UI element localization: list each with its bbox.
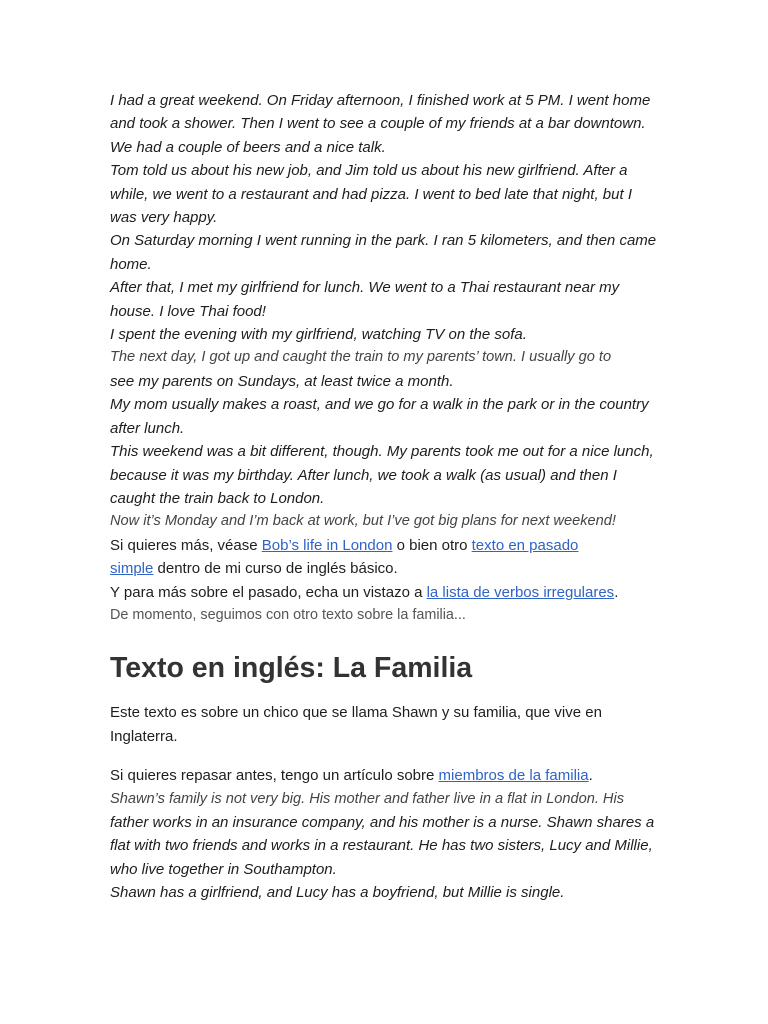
section-intro: Este texto es sobre un chico que se llama Shawn y su familia, que vive en Inglaterra.: [110, 704, 602, 745]
story-paragraph-7b: see my parents on Sundays, at least twice a month.: [110, 372, 454, 390]
review-post: .: [588, 767, 593, 785]
review-pre: Si quieres repasar antes, tengo un artículo sobre: [110, 767, 439, 785]
family-paragraph-1a: Shawn’s family is not very big. His mother and father live in a flat in London. His: [110, 790, 625, 807]
story-paragraph-2: We had a couple of beers and a nice talk.: [110, 138, 386, 156]
story-paragraph-7a: The next day, I got up and caught the train to my parents’ town. I usually go to: [110, 349, 612, 366]
more-line-1: [110, 534, 660, 581]
section-heading: Texto en inglés: La Familia: [110, 652, 473, 685]
miembros-familia-link[interactable]: miembros de la familia: [438, 767, 589, 785]
more-line-1-mid: o bien otro: [392, 536, 472, 554]
story-paragraph-1: I had a great weekend. On Friday afternoon, I finished work at 5 PM. I went home and took a shower. Then I went to see a couple of my friends at a bar downtown.: [110, 92, 651, 133]
story-paragraph-10: Now it’s Monday and I’m back at work, but I’ve got big plans for next weekend!: [110, 513, 616, 530]
story-paragraph-9: This weekend was a bit different, though. My parents took me out for a nice lunch, because it was my birthday. After lunch, we took a walk (as usual) and then I caught the train back to London.: [110, 443, 654, 507]
paragraph-gap: [110, 748, 660, 764]
story-paragraph-8: My mom usually makes a roast, and we go for a walk in the park or in the country after lunch.: [110, 396, 649, 437]
review-line: [110, 764, 660, 787]
more-line-1-post: dentro de mi curso de inglés básico.: [153, 560, 398, 578]
verbos-irregulares-link[interactable]: la lista de verbos irregulares: [426, 583, 615, 601]
story-paragraph-3: Tom told us about his new job, and Jim told us about his new girlfriend. After a while, we went to a restaurant and had pizza. I went to bed late that night, but I was very happy.: [110, 162, 632, 227]
document-content: [110, 89, 660, 905]
story-paragraph-4: On Saturday morning I went running in the park. I ran 5 kilometers, and then came home.: [110, 232, 657, 273]
bobs-life-link[interactable]: Bob’s life in London: [261, 536, 393, 554]
family-paragraph-2: Shawn has a girlfriend, and Lucy has a boyfriend, but Millie is single.: [110, 884, 565, 902]
more-line-1-pre: Si quieres más, véase: [110, 536, 262, 554]
story-paragraph-5: After that, I met my girlfriend for lunch. We went to a Thai restaurant near my house. I love Thai food!: [110, 279, 620, 320]
more-line-2: [110, 581, 660, 604]
more-line-2-pre: Y para más sobre el pasado, echa un vistazo a: [110, 583, 427, 601]
story-paragraph-6: I spent the evening with my girlfriend, watching TV on the sofa.: [110, 326, 527, 344]
family-paragraph-1b: father works in an insurance company, and his mother is a nurse. Shawn shares a flat with two friends and works in a restaurant. He has two sisters, Lucy and Millie, who live together in Southampton.: [110, 813, 655, 878]
texto-pasado-link[interactable]: texto en pasado: [471, 536, 579, 554]
more-line-2-post: .: [614, 583, 619, 601]
texto-pasado-link-cont[interactable]: simple: [110, 560, 154, 578]
more-line-3: De momento, seguimos con otro texto sobre la familia...: [110, 606, 466, 623]
